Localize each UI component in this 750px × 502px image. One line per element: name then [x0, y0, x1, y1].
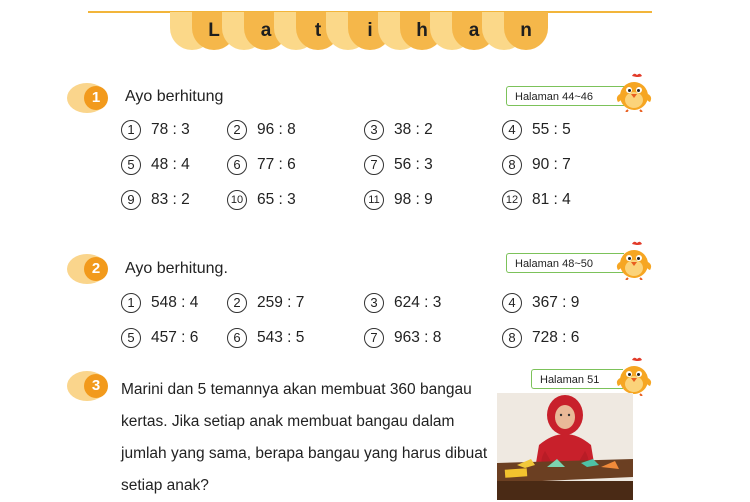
- problem-expression: 259 : 7: [257, 294, 305, 311]
- problem-expression: 78 : 3: [151, 121, 190, 138]
- problem-number: 8: [502, 328, 522, 348]
- section-number-badge: [67, 81, 119, 115]
- banner-letter: n: [520, 20, 532, 41]
- problem-expression: 367 : 9: [532, 294, 580, 311]
- banner-letter: h: [416, 20, 428, 41]
- page-reference: Halaman 44~46: [506, 86, 624, 106]
- problem-number: 10: [227, 190, 247, 210]
- problem-item: [227, 120, 296, 140]
- word-problem-line: kertas. Jika setiap anak membuat bangau dalam: [121, 413, 455, 430]
- problem-expression: 56 : 3: [394, 156, 433, 173]
- problem-expression: 55 : 5: [532, 121, 571, 138]
- problem-number: 3: [364, 120, 384, 140]
- problem-number: 3: [364, 293, 384, 313]
- problem-expression: 77 : 6: [257, 156, 296, 173]
- problem-number: 7: [364, 328, 384, 348]
- chick-mascot-icon: [615, 356, 653, 396]
- problem-number: 11: [364, 190, 384, 210]
- problem-item: [121, 293, 198, 313]
- problem-number: 1: [121, 293, 141, 313]
- problem-item: [227, 328, 304, 348]
- latihan-banner: [170, 12, 550, 56]
- problem-item: [364, 328, 441, 348]
- problem-number: 1: [121, 120, 141, 140]
- problem-item: [364, 120, 433, 140]
- section-number: 3: [84, 374, 108, 398]
- problem-number: 12: [502, 190, 522, 210]
- problem-number: 2: [227, 293, 247, 313]
- problem-expression: 96 : 8: [257, 121, 296, 138]
- problem-item: [227, 190, 296, 210]
- problem-expression: 457 : 6: [151, 329, 199, 346]
- chick-mascot-icon: [615, 72, 653, 112]
- problem-item: [502, 328, 579, 348]
- problem-item: [227, 155, 296, 175]
- section-number-badge: [67, 369, 119, 403]
- problem-number: 7: [364, 155, 384, 175]
- problem-expression: 83 : 2: [151, 191, 190, 208]
- problem-item: [121, 120, 190, 140]
- word-problem-line: jumlah yang sama, berapa bangau yang harus dibuat: [121, 445, 488, 462]
- problem-item: [502, 293, 579, 313]
- section-number: 1: [84, 86, 108, 110]
- problem-item: [227, 293, 304, 313]
- problem-expression: 48 : 4: [151, 156, 190, 173]
- problem-expression: 624 : 3: [394, 294, 442, 311]
- problem-number: 9: [121, 190, 141, 210]
- problem-expression: 90 : 7: [532, 156, 571, 173]
- problem-item: [364, 293, 441, 313]
- banner-letter: L: [208, 20, 220, 41]
- chick-mascot-icon: [615, 240, 653, 280]
- banner-letter: a: [468, 20, 480, 41]
- problem-item: [502, 190, 571, 210]
- problem-number: 2: [227, 120, 247, 140]
- problem-item: [364, 155, 433, 175]
- problem-expression: 98 : 9: [394, 191, 433, 208]
- problem-expression: 65 : 3: [257, 191, 296, 208]
- problem-item: [121, 328, 198, 348]
- problem-expression: 728 : 6: [532, 329, 580, 346]
- problem-expression: 963 : 8: [394, 329, 442, 346]
- problem-number: 8: [502, 155, 522, 175]
- problem-expression: 81 : 4: [532, 191, 571, 208]
- problem-number: 6: [227, 155, 247, 175]
- section-number-badge: [67, 252, 119, 286]
- section-heading: Ayo berhitung.: [125, 260, 228, 277]
- page-reference: Halaman 48~50: [506, 253, 624, 273]
- page-reference: Halaman 51: [531, 369, 623, 389]
- problem-number: 5: [121, 328, 141, 348]
- word-problem-line: setiap anak?: [121, 477, 209, 494]
- banner-letter: a: [260, 20, 272, 41]
- problem-item: [364, 190, 433, 210]
- word-problem-line: Marini dan 5 temannya akan membuat 360 bangau: [121, 381, 472, 398]
- girl-folding-paper-photo: [497, 393, 633, 500]
- problem-number: 4: [502, 120, 522, 140]
- section-heading: Ayo berhitung: [125, 88, 224, 105]
- problem-number: 6: [227, 328, 247, 348]
- problem-expression: 38 : 2: [394, 121, 433, 138]
- problem-item: [121, 155, 190, 175]
- problem-item: [502, 120, 571, 140]
- problem-number: 5: [121, 155, 141, 175]
- word-problem-text: [121, 374, 511, 502]
- banner-letter: i: [367, 20, 373, 41]
- problem-item: [502, 155, 571, 175]
- banner-letter: t: [314, 20, 322, 41]
- section-number: 2: [84, 257, 108, 281]
- problem-expression: 548 : 4: [151, 294, 199, 311]
- problem-item: [121, 190, 190, 210]
- problem-expression: 543 : 5: [257, 329, 305, 346]
- problem-number: 4: [502, 293, 522, 313]
